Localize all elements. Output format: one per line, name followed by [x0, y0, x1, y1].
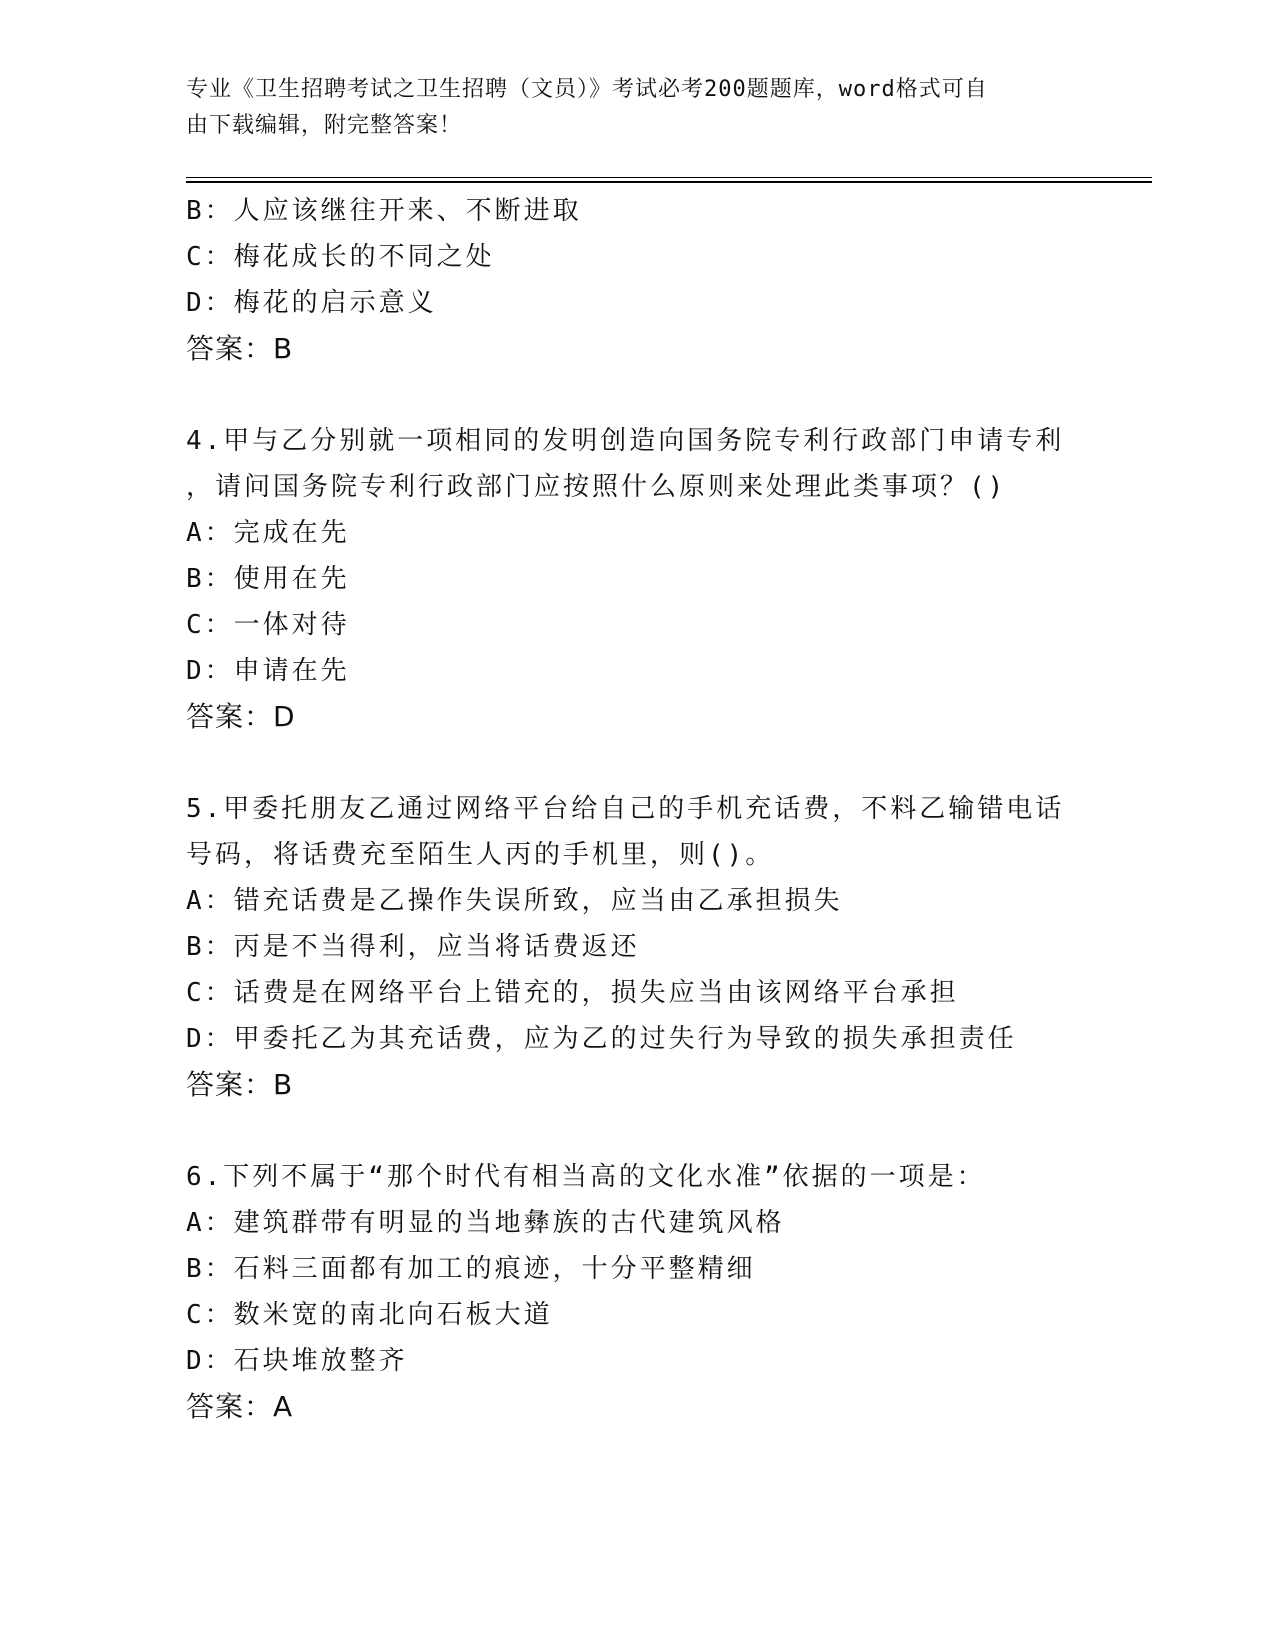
question-4-answer: 答案：D [186, 700, 296, 733]
question-3-option-c: C：梅花成长的不同之处 [186, 242, 495, 272]
question-5-answer: 答案：B [186, 1068, 294, 1101]
header-line-1: 专业《卫生招聘考试之卫生招聘（文员）》考试必考200题题库，word格式可自 [186, 77, 988, 102]
question-3-answer: 答案：B [186, 332, 294, 365]
header-divider-thick [186, 181, 1152, 183]
question-4-option-c: C：一体对待 [186, 610, 350, 640]
question-3-option-d: D：梅花的启示意义 [186, 288, 437, 318]
question-4-stem-line-1: 4.甲与乙分别就一项相同的发明创造向国务院专利行政部门申请专利 [186, 426, 1065, 456]
question-6-answer: 答案：A [186, 1390, 294, 1423]
question-4-option-d: D：申请在先 [186, 656, 350, 686]
question-5-option-a: A：错充话费是乙操作失误所致，应当由乙承担损失 [186, 886, 843, 916]
question-4-option-b: B：使用在先 [186, 564, 350, 594]
question-6-option-a: A：建筑群带有明显的当地彝族的古代建筑风格 [186, 1208, 785, 1238]
question-3-option-b: B：人应该继往开来、不断进取 [186, 196, 582, 226]
question-6-option-c: C：数米宽的南北向石板大道 [186, 1300, 553, 1330]
question-list [186, 188, 1106, 1430]
question-6 [186, 1154, 1106, 1430]
question-4-stem-line-2: ，请问国务院专利行政部门应按照什么原则来处理此类事项？() [186, 472, 1007, 502]
question-5 [186, 786, 1106, 1108]
question-6-option-b: B：石料三面都有加工的痕迹，十分平整精细 [186, 1254, 756, 1284]
question-5-option-c: C：话费是在网络平台上错充的，损失应当由该网络平台承担 [186, 978, 959, 1008]
question-5-option-b: B：丙是不当得利，应当将话费返还 [186, 932, 640, 962]
spacer [186, 1108, 1106, 1154]
question-4 [186, 418, 1106, 740]
spacer [186, 740, 1106, 786]
header-line-2: 由下载编辑，附完整答案！ [186, 113, 463, 138]
question-5-stem-line-2: 号码，将话费充至陌生人丙的手机里，则()。 [186, 840, 775, 870]
spacer [186, 372, 1106, 418]
question-6-option-d: D：石块堆放整齐 [186, 1346, 408, 1376]
question-4-option-a: A：完成在先 [186, 518, 350, 548]
question-5-option-d: D：甲委托乙为其充话费，应为乙的过失行为导致的损失承担责任 [186, 1024, 1017, 1054]
document-header [186, 72, 1066, 144]
question-3 [186, 188, 1106, 372]
header-divider-thin [186, 177, 1152, 178]
question-5-stem-line-1: 5.甲委托朋友乙通过网络平台给自己的手机充话费，不料乙输错电话 [186, 794, 1065, 824]
question-6-stem-line-1: 6.下列不属于“那个时代有相当高的文化水准”依据的一项是： [186, 1162, 986, 1192]
